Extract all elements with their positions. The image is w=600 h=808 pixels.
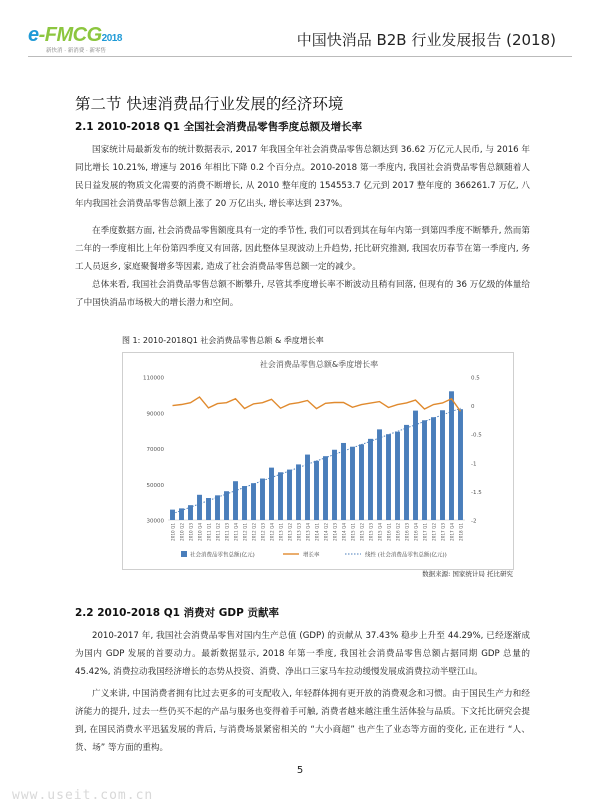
x-axis-tick-label: 2017 Q2 (431, 523, 437, 541)
x-axis-tick-label: 2017 Q3 (440, 523, 446, 541)
right-axis-tick-label: -1.5 (471, 489, 482, 496)
bar (332, 450, 337, 520)
bar (287, 470, 292, 520)
chart (122, 352, 514, 570)
bar (377, 429, 382, 520)
legend-label-growth: 增长率 (303, 552, 320, 559)
bar (224, 491, 229, 520)
x-axis-tick-label: 2010 Q2 (179, 523, 185, 541)
bar (215, 495, 220, 520)
x-axis-tick-label: 2015 Q4 (377, 523, 383, 541)
x-axis-tick-label: 2012 Q3 (260, 523, 266, 541)
x-axis-tick-label: 2011 Q4 (233, 523, 239, 541)
x-axis-tick-label: 2012 Q4 (269, 523, 275, 541)
left-axis-tick-label: 70000 (146, 447, 164, 453)
watermark: www.useit.com.cn (12, 788, 154, 803)
bar (305, 455, 310, 520)
page-number: 5 (296, 765, 304, 776)
bar (251, 483, 256, 520)
paragraph: 广义来讲, 中国消费者拥有比过去更多的可支配收入, 年轻群体拥有更开放的消费观念和习惯。由于国民生产力和经济能力的提升, 过去一些仍买不起的产品与服务也变得着手可触, 消费者越来越注重生活体验与品质。下文托比研究会提到, 在国民消费水平迅猛发展的背后, 与消费场景紧密相关的 “大小商超” 也产生了业态等方面的变化, 正在进行 “人、货、场” 等方面的重构。 (75, 689, 530, 753)
x-axis-tick-label: 2016 Q1 (386, 523, 392, 541)
legend-swatch-bars (181, 551, 187, 557)
bar (197, 495, 202, 520)
right-axis-tick-label: -1 (471, 461, 477, 468)
bar (296, 464, 301, 520)
x-axis-tick-label: 2013 Q2 (287, 523, 293, 541)
bar (233, 481, 238, 520)
left-axis-tick-label: 110000 (143, 375, 164, 382)
x-axis-tick-label: 2014 Q3 (332, 523, 338, 541)
figure-caption: 图 1: 2010-2018Q1 社会消费品零售总额 & 季度增长率 (122, 336, 324, 345)
header-divider (28, 56, 572, 57)
subsection-title-2-2: 2.2 2010-2018 Q1 消费对 GDP 贡献率 (75, 607, 279, 619)
x-axis-tick-label: 2012 Q2 (251, 523, 257, 541)
x-axis-tick-label: 2014 Q4 (341, 523, 347, 541)
x-axis-tick-label: 2012 Q1 (242, 523, 248, 541)
x-axis-tick-label: 2014 Q1 (314, 523, 320, 541)
efmcg-logo: e-FMCG2018 新快消 · 新消费 · 新零售 (28, 24, 122, 54)
bar (341, 443, 346, 520)
bar (314, 461, 319, 520)
bar (260, 479, 265, 520)
left-axis-tick-label: 30000 (146, 518, 164, 525)
chart-svg (123, 353, 515, 571)
x-axis-tick-label: 2016 Q3 (404, 523, 410, 541)
bar (323, 456, 328, 520)
bar (458, 409, 463, 520)
chart-title: 社会消费品零售总额&季度增长率 (259, 360, 379, 369)
paragraph: 总体来看, 我国社会消费品零售总额不断攀升, 尽管其季度增长率不断波动且稍有回落, 但现有的 36 万亿级的体量给了中国快消品市场极大的增长潜力和空间。 (75, 280, 530, 308)
x-axis-tick-label: 2014 Q2 (323, 523, 329, 541)
x-axis-tick-label: 2017 Q4 (449, 523, 455, 541)
legend-label-trend: 线性 (社会消费品零售总额(亿元)) (365, 552, 447, 559)
x-axis-tick-label: 2010 Q1 (170, 523, 176, 541)
x-axis-tick-label: 2015 Q3 (368, 523, 374, 541)
bar (440, 410, 445, 520)
bar (350, 447, 355, 520)
logo-tagline: 新快消 · 新消费 · 新零售 (46, 48, 106, 54)
section-title: 第二节 快速消费品行业发展的经济环境 (75, 95, 344, 113)
subsection-title-2-1: 2.1 2010-2018 Q1 全国社会消费品零售季度总额及增长率 (75, 121, 363, 133)
left-axis-tick-label: 50000 (146, 482, 164, 489)
right-axis-tick-label: -2 (471, 518, 477, 525)
legend-label-bars: 社会消费品零售总额(亿元) (190, 552, 255, 559)
bar (269, 468, 274, 520)
x-axis-tick-label: 2011 Q1 (206, 523, 212, 541)
right-axis-tick-label: 0 (471, 404, 475, 411)
paragraph: 2010-2017 年, 我国社会消费品零售对国内生产总值 (GDP) 的贡献从 37.43% 稳步上升至 44.29%, 已经逐渐成为国内 GDP 发展的首要动力。最新数据显示, 2018 年第一季度, 我国社会消费品零售总额占据同期 GDP 总量的 45.42%, 消费拉动我国经济增长的态势从投资、消费、净出口三家马车拉动缓慢发展成消费拉动半壁江山。 (75, 631, 530, 677)
data-source: 数据来源: 国家统计局 托比研究 (422, 570, 513, 578)
bar (170, 510, 175, 520)
x-axis-tick-label: 2017 Q1 (422, 523, 428, 541)
bar (395, 432, 400, 520)
x-axis-tick-label: 2015 Q2 (359, 523, 365, 541)
bar (449, 391, 454, 520)
paragraph: 国家统计局最新发布的统计数据表示, 2017 年我国全年社会消费品零售总额达到 36.62 万亿元人民币, 与 2016 年同比增长 10.21%, 增速与 2016 年相比下降 0.2 个百分点。2010-2018 第一季度内, 我国社会消费品零售总额随着人民日益发展的物质文化需要的消费不断增长, 从 2010 整年度的 154553.7 亿元到 2017 整年度的 366261.7 万亿, 八年内我国社会消费品零售总额上涨了 20 万亿出头, 增长率达到 237%。 (75, 145, 530, 209)
bar (368, 439, 373, 520)
x-axis-tick-label: 2010 Q4 (197, 523, 203, 541)
x-axis-tick-label: 2013 Q4 (305, 523, 311, 541)
bar (413, 411, 418, 520)
bar (431, 417, 436, 520)
right-axis-tick-label: -0.5 (471, 432, 482, 439)
x-axis-tick-label: 2013 Q1 (278, 523, 284, 541)
bar (422, 420, 427, 520)
growth-rate-line (173, 397, 461, 411)
bar (404, 425, 409, 520)
paragraph: 在季度数据方面, 社会消费品零售额度具有一定的季节性, 我们可以看到其在每年内第一到第四季度不断攀升, 然而第二年的一季度相比上年份第四季度又有回落, 因此整体呈现波动上升趋势, 托比研究推测, 我国农历春节在第一季度内, 务工人员返乡, 家庭聚餐增多等因素, 造成了社会消费品零售总额一定的减少。 (75, 226, 530, 272)
x-axis-tick-label: 2018 Q1 (458, 523, 464, 541)
x-axis-tick-label: 2011 Q3 (224, 523, 230, 541)
report-title: 中国快消品 B2B 行业发展报告 (2018) (296, 31, 556, 49)
x-axis-tick-label: 2011 Q2 (215, 523, 221, 541)
page-header (0, 0, 600, 62)
bar (242, 486, 247, 520)
bar (386, 434, 391, 520)
left-axis-tick-label: 90000 (146, 411, 164, 418)
x-axis-tick-label: 2016 Q4 (413, 523, 419, 541)
x-axis-tick-label: 2015 Q1 (350, 523, 356, 541)
x-axis-tick-label: 2013 Q3 (296, 523, 302, 541)
bar (359, 444, 364, 520)
x-axis-tick-label: 2010 Q3 (188, 523, 194, 541)
x-axis-tick-label: 2016 Q2 (395, 523, 401, 541)
bar (278, 472, 283, 520)
right-axis-tick-label: 0.5 (471, 375, 480, 382)
